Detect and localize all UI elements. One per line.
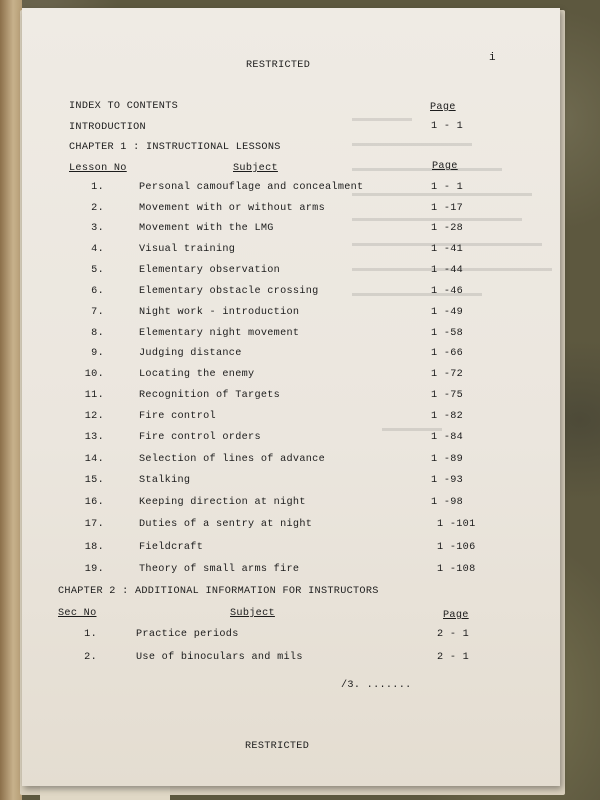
lesson-row: [0, 202, 600, 218]
lesson-number: 3.: [91, 223, 104, 234]
lesson-number: 7.: [91, 307, 104, 318]
lesson-row: [0, 327, 600, 343]
page-number: i: [489, 52, 496, 64]
lesson-page: 1 -93: [431, 475, 464, 486]
lesson-page: 1 -49: [431, 307, 464, 318]
lesson-page: 1 -66: [431, 348, 464, 359]
classification-header: RESTRICTED: [246, 60, 311, 71]
chapter2-heading: CHAPTER 2 : ADDITIONAL INFORMATION FOR INSTRUCTORS: [58, 586, 379, 597]
lesson-subject: Selection of lines of advance: [139, 454, 325, 465]
lesson-subject: Keeping direction at night: [139, 497, 306, 508]
lesson-subject: Fire control orders: [139, 432, 261, 443]
lesson-row: [0, 431, 600, 447]
lesson-row: [0, 222, 600, 238]
lesson-row: [0, 368, 600, 384]
lesson-row: [0, 410, 600, 426]
lesson-row: [0, 563, 600, 579]
lesson-page: 1 -108: [437, 564, 476, 575]
lesson-page: 1 -41: [431, 244, 464, 255]
section-number: 1.: [84, 629, 97, 640]
index-title: INDEX TO CONTENTS: [69, 101, 179, 112]
lesson-row: [0, 541, 600, 557]
lesson-page: 1 -28: [431, 223, 464, 234]
lesson-row: [0, 181, 600, 197]
lesson-subject: Judging distance: [139, 348, 242, 359]
lesson-subject: Stalking: [139, 475, 191, 486]
lesson-row: [0, 285, 600, 301]
lesson-page: 1 -75: [431, 390, 464, 401]
section-page: 2 - 1: [437, 629, 470, 640]
lesson-number: 2.: [91, 203, 104, 214]
section-subject: Use of binoculars and mils: [136, 652, 303, 663]
column-lesson-no: Lesson No: [69, 163, 127, 174]
lesson-row: [0, 453, 600, 469]
column-subject: Subject: [233, 163, 278, 174]
lesson-row: [0, 264, 600, 280]
lesson-number: 10.: [84, 369, 104, 380]
lesson-subject: Elementary night movement: [139, 328, 300, 339]
lesson-row: [0, 474, 600, 490]
lesson-row: [0, 389, 600, 405]
column-page: Page: [432, 161, 458, 172]
lesson-page: 1 -46: [431, 286, 464, 297]
column-sec-no: Sec No: [58, 608, 97, 619]
lesson-row: [0, 518, 600, 534]
lesson-page: 1 -106: [437, 542, 476, 553]
lesson-number: 9.: [91, 348, 104, 359]
column-page-ch2: Page: [443, 610, 469, 621]
lesson-subject: Duties of a sentry at night: [139, 519, 313, 530]
lesson-number: 11.: [84, 390, 104, 401]
lesson-page: 1 -44: [431, 265, 464, 276]
lesson-row: [0, 243, 600, 259]
lesson-subject: Elementary observation: [139, 265, 281, 276]
section-row: [0, 628, 600, 644]
lower-page-edge: [40, 786, 170, 800]
lesson-number: 17.: [84, 519, 104, 530]
column-subject-ch2: Subject: [230, 608, 275, 619]
lesson-page: 1 -84: [431, 432, 464, 443]
lesson-number: 6.: [91, 286, 104, 297]
classification-footer: RESTRICTED: [245, 741, 310, 752]
lesson-number: 1.: [91, 182, 104, 193]
lesson-number: 12.: [84, 411, 104, 422]
lesson-subject: Movement with or without arms: [139, 203, 325, 214]
lesson-page: 1 -101: [437, 519, 476, 530]
lesson-page: 1 - 1: [431, 182, 464, 193]
lesson-subject: Elementary obstacle crossing: [139, 286, 319, 297]
lesson-subject: Personal camouflage and concealment: [139, 182, 364, 193]
lesson-number: 18.: [84, 542, 104, 553]
introduction-label: INTRODUCTION: [69, 122, 146, 133]
lesson-page: 1 -82: [431, 411, 464, 422]
lesson-subject: Recognition of Targets: [139, 390, 281, 401]
section-subject: Practice periods: [136, 629, 239, 640]
lesson-number: 4.: [91, 244, 104, 255]
lesson-subject: Fire control: [139, 411, 216, 422]
lesson-number: 13.: [84, 432, 104, 443]
lesson-subject: Theory of small arms fire: [139, 564, 300, 575]
lesson-row: [0, 306, 600, 322]
lesson-row: [0, 347, 600, 363]
lesson-subject: Movement with the LMG: [139, 223, 274, 234]
chapter1-heading: CHAPTER 1 : INSTRUCTIONAL LESSONS: [69, 142, 281, 153]
lesson-number: 19.: [84, 564, 104, 575]
lesson-number: 16.: [84, 497, 104, 508]
section-page: 2 - 1: [437, 652, 470, 663]
lesson-page: 1 -72: [431, 369, 464, 380]
introduction-page: 1 - 1: [431, 121, 464, 132]
lesson-page: 1 -58: [431, 328, 464, 339]
lesson-number: 15.: [84, 475, 104, 486]
section-number: 2.: [84, 652, 97, 663]
lesson-page: 1 -17: [431, 203, 464, 214]
section-row: [0, 651, 600, 667]
lesson-row: [0, 496, 600, 512]
lesson-subject: Night work - introduction: [139, 307, 300, 318]
lesson-subject: Fieldcraft: [139, 542, 204, 553]
lesson-number: 5.: [91, 265, 104, 276]
lesson-number: 8.: [91, 328, 104, 339]
lesson-subject: Visual training: [139, 244, 236, 255]
lesson-subject: Locating the enemy: [139, 369, 255, 380]
lesson-number: 14.: [84, 454, 104, 465]
lesson-page: 1 -98: [431, 497, 464, 508]
index-page-label: Page: [430, 102, 456, 113]
continuation-marker: /3. .......: [341, 680, 412, 691]
lesson-page: 1 -89: [431, 454, 464, 465]
